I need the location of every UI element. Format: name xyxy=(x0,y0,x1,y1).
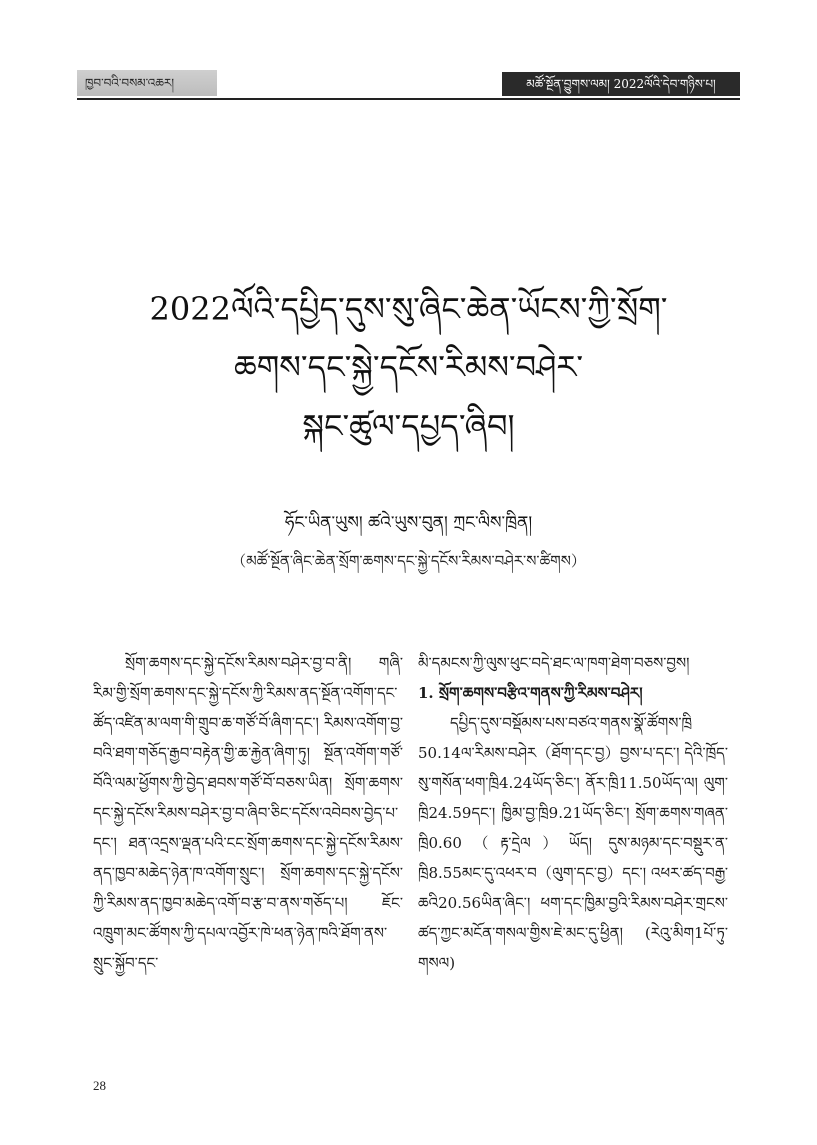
body-column-right xyxy=(418,648,728,1048)
running-header-section: ཁྱབ་བའི་བསམ་འཆར། xyxy=(77,70,217,96)
section-paragraph: དཔྱིད་དུས་བསྡོམས་པས་བཙའ་གནས་སྣོ་ཚོགས་ཁྲི 50.14ལ་རིམས་བཤེར（ཐོག་དང་བྱ）བྱས་པ་དང་། དེའི་ཁྲོད་སུ་གསོན་ཕག་ཁྲི4.24ཡོད་ཅིང་། ནོར་ཁྲི11.50ཡོད་ལ། ལུག་ཁྲི24.59དང་། ཁྱིམ་བྱ་ཁྲི9.21ཡོད་ཅིང་། སྲོག་ཆགས་གཞན་ཁྲི0.60（རྟ་དྲེལ）ཡོད། དུས་མཉམ་དང་བསྡུར་ན་ཁྲི8.55མང་དུ་འཕར་བ（ལུག་དང་བྱ）དང་། འཕར་ཚད་བརྒྱ་ཆའི20.56ཡིན་ཞིང་། ཕག་དང་ཁྱིམ་བྱའི་རིམས་བཤེར་གྲངས་ཚད་ཀྱང་མངོན་གསལ་གྱིས་ཇེ་མང་དུ་ཕྱིན། (རེའུ་མིག1པོ་ཏུ་གསལ) xyxy=(418,714,728,972)
title-line-2: ཆགས་དང་སྐྱེ་དངོས་རིམས་བཤེར་ xyxy=(233,348,584,387)
author-affiliation: （མཚོ་སྔོན་ཞིང་ཆེན་སྲོག་ཆགས་དང་སྐྱེ་དངོས་རིམས་བཤེར་ས་ཚིགས） xyxy=(231,552,586,570)
header-divider xyxy=(77,98,740,100)
page-number: 28 xyxy=(93,1078,106,1093)
running-header-journal: མཚོ་སྔོན་བྱུགས་ལམ། 2022ལོའི་དེབ་གཉིས་པ། xyxy=(502,72,740,96)
title-line-1: 2022ལོའི་དཔྱིད་དུས་སུ་ཞིང་ཆེན་ཡོངས་ཀྱི་སྲོག་ xyxy=(149,290,668,328)
section-heading: 1. སྲོག་ཆགས་བརྩིའ་གནས་ཀྱི་རིམས་བཤེར། xyxy=(418,684,643,702)
body-paragraph-continued: མི་དམངས་ཀྱི་ལུས་ཕུང་བདེ་ཐང་ལ་ཁག་ཐེག་བཅས་བྱས། xyxy=(418,654,690,672)
author-list: ཧོང་ཡིན་ཡུས། ཚའེ་ཡུས་བུན། ཀྲང་ལིས་ཁྲིན། xyxy=(284,513,533,533)
title-line-3: སྐང་ཚུལ་དཔྱད་ཞིབ། xyxy=(302,406,515,445)
body-paragraph: སྲོག་ཆགས་དང་སྐྱེ་དངོས་རིམས་བཤེར་བྱ་བ་ནི། གཞི་རིམ་གྱི་སྲོག་ཆགས་དང་སྐྱེ་དངོས་ཀྱི་རིམས་ནད་སྔོན་འགོག་དང་ཚོད་འཛིན་མ་ལག་གི་གྲུབ་ཆ་གཙོ་བོ་ཞིག་དང་། རིམས་འགོག་བྱ་བའི་ཐག་གཅོད་རྒྱབ་བརྟེན་གྱི་ཆ་རྐྱེན་ཞིག་ཏུ། སྔོན་འགོག་གཙོ་བོའི་ལམ་ཕྱོགས་ཀྱི་བྱེད་ཐབས་གཙོ་བོ་བཅས་ཡིན། སྲོག་ཆགས་དང་སྐྱེ་དངོས་རིམས་བཤེར་བྱ་བ་ཞིབ་ཅིང་དངོས་འབེབས་བྱེད་པ་དང་། ཐན་འདྲས་ལྡན་པའི་ངང་སྲོག་ཆགས་དང་སྐྱེ་དངོས་རིམས་ནད་ཁྱབ་མཆེད་ཉེན་ཁ་འགོག་སྲུང་། སྲོག་ཆགས་དང་སྐྱེ་དངོས་ཀྱི་རིམས་ནད་ཁྱབ་མཆེད་འགོ་བ་རྩ་བ་ནས་གཅོད་པ། ཇོང་འཁྲུག་མང་ཚོགས་ཀྱི་དཔལ་འབྱོར་ཁེ་ཕན་ཉེན་ཁའི་ཐོག་ནས་སྲུང་སྐྱོབ་དང་ xyxy=(93,654,403,972)
article-title xyxy=(100,290,717,465)
body-column-left xyxy=(93,648,403,1048)
